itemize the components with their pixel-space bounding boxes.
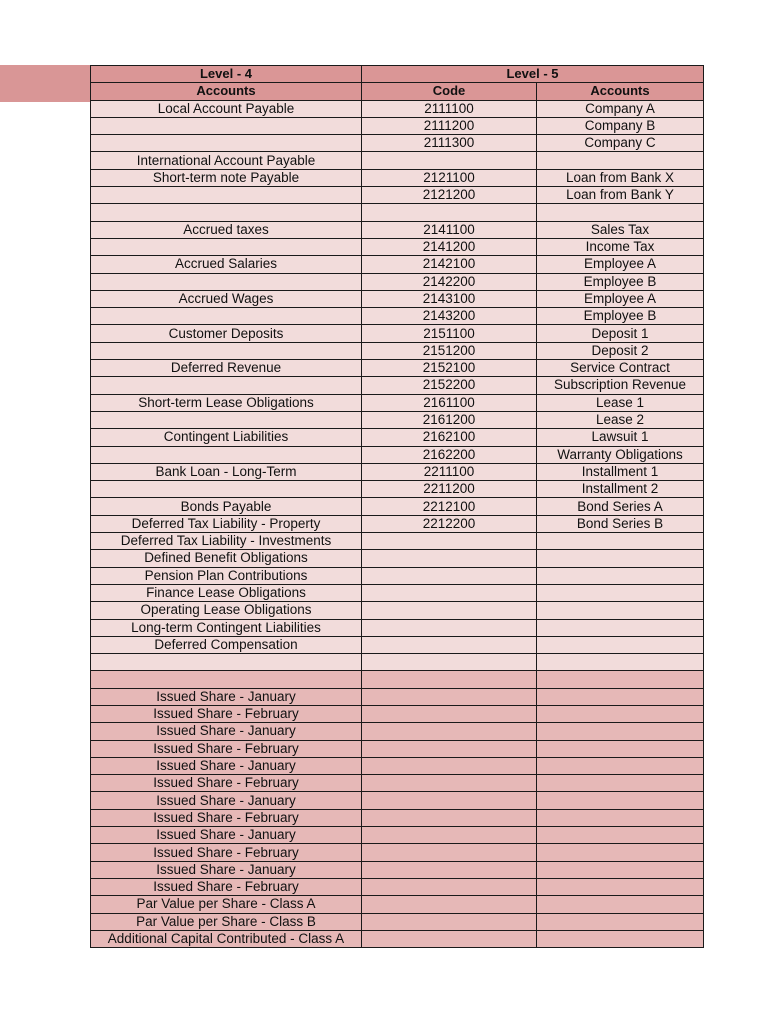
sub-account-cell[interactable]: Bond Series A <box>537 498 704 515</box>
sub-account-cell[interactable] <box>537 792 704 809</box>
account-cell[interactable] <box>91 135 362 152</box>
code-cell[interactable] <box>362 792 537 809</box>
sub-account-cell[interactable] <box>537 584 704 601</box>
account-cell[interactable]: Issued Share - January <box>91 827 362 844</box>
level-header-row <box>91 66 704 83</box>
account-cell[interactable]: Additional Capital Contributed - Class A <box>91 930 362 947</box>
account-cell[interactable]: Short-term Lease Obligations <box>91 394 362 411</box>
code-cell[interactable]: 2121200 <box>362 187 537 204</box>
code-cell[interactable] <box>362 671 537 688</box>
table-row <box>91 671 704 688</box>
account-cell[interactable]: Deferred Revenue <box>91 360 362 377</box>
account-cell[interactable] <box>91 187 362 204</box>
sub-account-cell[interactable]: Deposit 2 <box>537 342 704 359</box>
account-cell[interactable]: Issued Share - January <box>91 723 362 740</box>
account-cell[interactable]: Issued Share - January <box>91 688 362 705</box>
account-cell[interactable]: Issued Share - February <box>91 740 362 757</box>
table-row <box>91 290 704 307</box>
account-cell[interactable] <box>91 273 362 290</box>
level4-header[interactable]: Level - 4 <box>91 66 362 83</box>
account-cell[interactable]: Deferred Tax Liability - Property <box>91 515 362 532</box>
table-row <box>91 377 704 394</box>
sub-account-cell[interactable] <box>537 688 704 705</box>
code-cell[interactable]: 2111200 <box>362 117 537 134</box>
row-header-accent <box>0 65 91 102</box>
account-cell[interactable] <box>91 238 362 255</box>
account-cell[interactable]: Issued Share - February <box>91 878 362 895</box>
table-row <box>91 238 704 255</box>
sub-account-cell[interactable]: Installment 2 <box>537 481 704 498</box>
sub-account-cell[interactable] <box>537 619 704 636</box>
sub-account-cell[interactable]: Service Contract <box>537 360 704 377</box>
sub-account-cell[interactable] <box>537 827 704 844</box>
code-cell[interactable] <box>362 602 537 619</box>
account-cell[interactable]: Operating Lease Obligations <box>91 602 362 619</box>
table-row <box>91 221 704 238</box>
sub-account-cell[interactable] <box>537 671 704 688</box>
account-cell[interactable]: Issued Share - February <box>91 775 362 792</box>
sub-account-cell[interactable] <box>537 723 704 740</box>
account-cell[interactable] <box>91 481 362 498</box>
table-row <box>91 602 704 619</box>
code-cell[interactable] <box>362 584 537 601</box>
code-cell[interactable] <box>362 809 537 826</box>
code-cell[interactable]: 2212100 <box>362 498 537 515</box>
sub-account-cell[interactable]: Installment 1 <box>537 463 704 480</box>
account-cell[interactable]: Issued Share - January <box>91 757 362 774</box>
account-cell[interactable]: Contingent Liabilities <box>91 429 362 446</box>
table-row <box>91 135 704 152</box>
account-cell[interactable]: Issued Share - February <box>91 809 362 826</box>
account-cell[interactable]: Issued Share - January <box>91 861 362 878</box>
sub-account-cell[interactable] <box>537 204 704 221</box>
sub-account-cell[interactable] <box>537 533 704 550</box>
code-cell[interactable]: 2142200 <box>362 273 537 290</box>
code-cell[interactable]: 2143200 <box>362 308 537 325</box>
table-row <box>91 463 704 480</box>
account-cell[interactable]: Defined Benefit Obligations <box>91 550 362 567</box>
code-cell[interactable] <box>362 757 537 774</box>
account-cell[interactable]: Bonds Payable <box>91 498 362 515</box>
sub-account-cell[interactable]: Deposit 1 <box>537 325 704 342</box>
account-cell[interactable]: Issued Share - February <box>91 705 362 722</box>
accounts-column-header[interactable]: Accounts <box>91 83 362 100</box>
table-row <box>91 481 704 498</box>
code-cell[interactable]: 2141200 <box>362 238 537 255</box>
sub-account-cell[interactable] <box>537 654 704 671</box>
table-row <box>91 360 704 377</box>
code-cell[interactable] <box>362 204 537 221</box>
account-cell[interactable]: Deferred Tax Liability - Investments <box>91 533 362 550</box>
table-row <box>91 654 704 671</box>
account-cell[interactable] <box>91 308 362 325</box>
table-row <box>91 757 704 774</box>
table-row <box>91 411 704 428</box>
sub-account-cell[interactable]: Lease 2 <box>537 411 704 428</box>
account-cell[interactable] <box>91 671 362 688</box>
code-cell[interactable] <box>362 619 537 636</box>
code-cell[interactable]: 2161200 <box>362 411 537 428</box>
table-row <box>91 688 704 705</box>
code-cell[interactable] <box>362 654 537 671</box>
account-cell[interactable]: Deferred Compensation <box>91 636 362 653</box>
account-cell[interactable]: Par Value per Share - Class A <box>91 896 362 913</box>
account-cell[interactable] <box>91 204 362 221</box>
table-row <box>91 308 704 325</box>
table-row <box>91 723 704 740</box>
sub-account-cell[interactable]: Bond Series B <box>537 515 704 532</box>
code-cell[interactable]: 2151100 <box>362 325 537 342</box>
sub-account-cell[interactable]: Subscription Revenue <box>537 377 704 394</box>
table-row <box>91 827 704 844</box>
code-cell[interactable] <box>362 861 537 878</box>
sub-account-cell[interactable]: Lease 1 <box>537 394 704 411</box>
table-row <box>91 498 704 515</box>
table-row <box>91 550 704 567</box>
sub-account-cell[interactable] <box>537 896 704 913</box>
sub-account-cell[interactable] <box>537 809 704 826</box>
code-cell[interactable] <box>362 913 537 930</box>
sub-account-cell[interactable] <box>537 775 704 792</box>
code-cell[interactable] <box>362 567 537 584</box>
sub-account-cell[interactable] <box>537 636 704 653</box>
table-row <box>91 429 704 446</box>
table-row <box>91 169 704 186</box>
table-row <box>91 809 704 826</box>
sub-account-cell[interactable] <box>537 705 704 722</box>
account-cell[interactable]: Issued Share - February <box>91 844 362 861</box>
table-row <box>91 256 704 273</box>
account-cell[interactable]: Customer Deposits <box>91 325 362 342</box>
account-cell[interactable]: International Account Payable <box>91 152 362 169</box>
account-cell[interactable]: Local Account Payable <box>91 100 362 117</box>
table-row <box>91 342 704 359</box>
sub-account-cell[interactable] <box>537 913 704 930</box>
sub-account-cell[interactable]: Employee A <box>537 290 704 307</box>
code-cell[interactable] <box>362 152 537 169</box>
sub-account-cell[interactable]: Company A <box>537 100 704 117</box>
code-cell[interactable] <box>362 878 537 895</box>
table-row <box>91 100 704 117</box>
code-cell[interactable]: 2152200 <box>362 377 537 394</box>
code-cell[interactable] <box>362 636 537 653</box>
sub-account-cell[interactable]: Company B <box>537 117 704 134</box>
sub-accounts-column-header[interactable]: Accounts <box>537 83 704 100</box>
code-cell[interactable] <box>362 827 537 844</box>
table-row <box>91 896 704 913</box>
account-cell[interactable]: Short-term note Payable <box>91 169 362 186</box>
table-row <box>91 740 704 757</box>
code-cell[interactable] <box>362 740 537 757</box>
sub-account-cell[interactable]: Sales Tax <box>537 221 704 238</box>
code-cell[interactable] <box>362 775 537 792</box>
code-cell[interactable] <box>362 896 537 913</box>
account-cell[interactable]: Accrued Salaries <box>91 256 362 273</box>
account-cell[interactable]: Finance Lease Obligations <box>91 584 362 601</box>
table-row <box>91 325 704 342</box>
sub-account-cell[interactable] <box>537 740 704 757</box>
sub-account-cell[interactable]: Employee B <box>537 273 704 290</box>
code-cell[interactable]: 2121100 <box>362 169 537 186</box>
table-row <box>91 567 704 584</box>
sub-account-cell[interactable] <box>537 567 704 584</box>
account-cell[interactable]: Pension Plan Contributions <box>91 567 362 584</box>
table-row <box>91 187 704 204</box>
table-row <box>91 533 704 550</box>
code-cell[interactable] <box>362 723 537 740</box>
table-row <box>91 775 704 792</box>
account-cell[interactable] <box>91 117 362 134</box>
table-row <box>91 273 704 290</box>
sub-account-cell[interactable]: Loan from Bank Y <box>537 187 704 204</box>
account-cell[interactable] <box>91 446 362 463</box>
code-cell[interactable]: 2143100 <box>362 290 537 307</box>
table-row <box>91 394 704 411</box>
column-header-row <box>91 83 704 100</box>
table-row <box>91 117 704 134</box>
code-column-header[interactable]: Code <box>362 83 537 100</box>
table-row <box>91 930 704 947</box>
table-row <box>91 152 704 169</box>
code-cell[interactable]: 2151200 <box>362 342 537 359</box>
code-cell[interactable]: 2142100 <box>362 256 537 273</box>
code-cell[interactable] <box>362 688 537 705</box>
table-row <box>91 861 704 878</box>
table-row <box>91 584 704 601</box>
code-cell[interactable]: 2152100 <box>362 360 537 377</box>
sub-account-cell[interactable] <box>537 861 704 878</box>
table-row <box>91 619 704 636</box>
account-cell[interactable]: Par Value per Share - Class B <box>91 913 362 930</box>
sub-account-cell[interactable] <box>537 550 704 567</box>
account-cell[interactable] <box>91 342 362 359</box>
sub-account-cell[interactable] <box>537 602 704 619</box>
table-row <box>91 792 704 809</box>
level5-header[interactable]: Level - 5 <box>362 66 704 83</box>
code-cell[interactable] <box>362 705 537 722</box>
table-row <box>91 913 704 930</box>
sub-account-cell[interactable] <box>537 930 704 947</box>
table-row <box>91 705 704 722</box>
sub-account-cell[interactable]: Warranty Obligations <box>537 446 704 463</box>
account-cell[interactable]: Long-term Contingent Liabilities <box>91 619 362 636</box>
code-cell[interactable]: 2211200 <box>362 481 537 498</box>
sub-account-cell[interactable]: Lawsuit 1 <box>537 429 704 446</box>
code-cell[interactable] <box>362 550 537 567</box>
code-cell[interactable] <box>362 930 537 947</box>
table-row <box>91 446 704 463</box>
sub-account-cell[interactable]: Income Tax <box>537 238 704 255</box>
account-cell[interactable] <box>91 377 362 394</box>
code-cell[interactable]: 2111100 <box>362 100 537 117</box>
code-cell[interactable]: 2162100 <box>362 429 537 446</box>
table-row <box>91 844 704 861</box>
account-cell[interactable]: Accrued Wages <box>91 290 362 307</box>
account-cell[interactable]: Issued Share - January <box>91 792 362 809</box>
code-cell[interactable]: 2211100 <box>362 463 537 480</box>
code-cell[interactable]: 2161100 <box>362 394 537 411</box>
account-cell[interactable]: Bank Loan - Long-Term <box>91 463 362 480</box>
code-cell[interactable] <box>362 844 537 861</box>
code-cell[interactable]: 2212200 <box>362 515 537 532</box>
account-cell[interactable] <box>91 411 362 428</box>
sub-account-cell[interactable] <box>537 152 704 169</box>
code-cell[interactable]: 2111300 <box>362 135 537 152</box>
sub-account-cell[interactable]: Employee B <box>537 308 704 325</box>
accounts-table <box>90 65 704 948</box>
account-cell[interactable] <box>91 654 362 671</box>
sub-account-cell[interactable]: Company C <box>537 135 704 152</box>
sub-account-cell[interactable]: Employee A <box>537 256 704 273</box>
account-cell[interactable]: Accrued taxes <box>91 221 362 238</box>
code-cell[interactable]: 2141100 <box>362 221 537 238</box>
code-cell[interactable] <box>362 533 537 550</box>
code-cell[interactable]: 2162200 <box>362 446 537 463</box>
sub-account-cell[interactable] <box>537 844 704 861</box>
table-row <box>91 636 704 653</box>
sub-account-cell[interactable] <box>537 757 704 774</box>
table-row <box>91 878 704 895</box>
sub-account-cell[interactable] <box>537 878 704 895</box>
table-row <box>91 515 704 532</box>
table-row <box>91 204 704 221</box>
sub-account-cell[interactable]: Loan from Bank X <box>537 169 704 186</box>
